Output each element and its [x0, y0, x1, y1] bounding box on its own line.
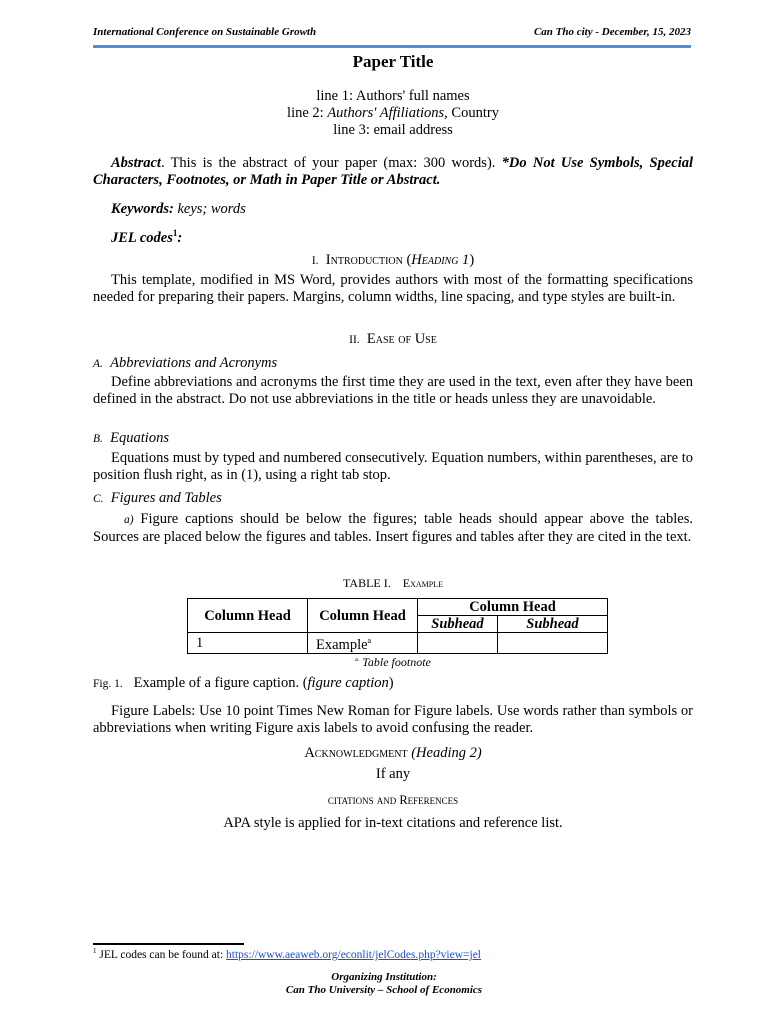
figure-label: Fig. 1.	[93, 678, 123, 690]
authors-country: Country	[447, 105, 499, 121]
acknowledgment-title: Acknowledgment	[304, 745, 408, 761]
table-cell-row1-col2	[308, 633, 418, 654]
intro-paragraph: This template, modified in MS Word, provides authors with most of the formatting specifications needed for preparing their papers. Margins, column widths, line spacing, and type styles are built-in.	[93, 272, 693, 305]
footnote-mark: 1	[93, 947, 97, 955]
abbreviations-paragraph: Define abbreviations and acronyms the first time they are used in the text, even after they have been defined in the abstract. Do not use abbreviations in the title or heads unless they are unavoidable.	[93, 374, 693, 407]
subheading-equations	[93, 430, 693, 448]
authors-line1: line 1: Authors' full names	[316, 88, 470, 104]
table-cell-row1-col3	[418, 633, 498, 654]
references-title: citations and References	[327, 793, 459, 807]
intro-close: )	[469, 252, 475, 268]
jel-colon: :	[177, 229, 183, 246]
table-col-head-1: Column Head	[188, 599, 308, 633]
paper-title: Paper Title	[352, 52, 434, 71]
table-cell-row1-col4	[498, 633, 608, 654]
references-text: APA style is applied for in-text citations and reference list.	[223, 815, 563, 831]
sub-b-number: B.	[93, 433, 103, 445]
footnote	[93, 947, 481, 961]
keywords-label: Keywords:	[111, 201, 174, 217]
table-title: Example	[402, 576, 443, 590]
running-header	[93, 25, 691, 48]
organizer-label: Organizing Institution:	[331, 971, 437, 983]
subheading-abbreviations	[93, 355, 693, 373]
figures-tables-text: Figure captions should be below the figures; table heads should appear above the tables. Sources are placed below the figures and tables. Insert figures and tables after they are cited in the text.	[93, 511, 693, 545]
authors-block	[93, 88, 693, 139]
heading-ease-of-use	[93, 331, 693, 349]
location-date: Can Tho city - December, 15, 2023	[533, 26, 691, 38]
footnote-text: JEL codes can be found at:	[96, 948, 227, 961]
ease-title: Ease of Use	[366, 331, 437, 347]
sub-a-title: Abbreviations and Acronyms	[110, 355, 278, 371]
jel-label: JEL codes	[111, 229, 173, 246]
sub-c-title: Figures and Tables	[110, 490, 222, 506]
authors-line2	[93, 105, 693, 122]
acknowledgment-heading-tag: (Heading 2)	[407, 745, 482, 761]
footnote-separator	[93, 943, 244, 945]
authors-affiliations: Authors' Affiliations,	[327, 105, 448, 121]
figures-tables-paragraph	[93, 511, 693, 545]
abstract-label: Abstract	[111, 155, 161, 171]
table-col-head-3: Column Head	[418, 599, 608, 616]
abstract-text: . This is the abstract of your paper (max: 300 words).	[160, 155, 502, 171]
equations-paragraph: Equations must by typed and numbered consecutively. Equation numbers, within parentheses, are to position flush right, as in (1), using a right tab stop.	[93, 450, 693, 483]
abstract	[93, 155, 693, 188]
figure-caption-italic: figure caption	[307, 675, 389, 691]
authors-line3: line 3: email address	[333, 122, 453, 138]
abstract-note: *Do Not Use Symbols, Special Characters, Footnotes, or Math in Paper Title or Abstract.	[93, 155, 693, 188]
table-cell-row1-col1: 1	[188, 633, 308, 654]
table-subhead-1: Subhead	[418, 616, 498, 633]
acknowledgment-text: If any	[375, 766, 411, 782]
organizer-name: Can Tho University – School of Economics	[285, 984, 483, 996]
organizer-block	[0, 971, 768, 997]
table-footnote	[93, 655, 693, 670]
sub-b-title: Equations	[110, 430, 169, 446]
keywords	[93, 201, 693, 218]
figure-caption-close: )	[388, 675, 394, 691]
ease-number: II.	[349, 334, 360, 346]
keywords-value: keys; words	[173, 201, 246, 217]
example-table	[187, 598, 608, 654]
table-cell-sup: a	[367, 636, 372, 645]
intro-title: Introduction (	[325, 252, 412, 268]
heading-acknowledgment	[93, 745, 693, 762]
jel-codes	[93, 225, 693, 246]
table-number: TABLE I.	[343, 576, 391, 590]
table-col-head-2: Column Head	[308, 599, 418, 633]
table-footnote-mark: a.	[355, 657, 360, 663]
table-caption	[93, 576, 693, 591]
jel-footnote-ref: 1	[172, 228, 178, 238]
intro-number: I.	[311, 255, 319, 267]
figure-labels-paragraph: Figure Labels: Use 10 point Times New Roman for Figure labels. Use words rather than symbols or abbreviations when writing Figure axis labels to avoid confusing the reader.	[93, 703, 693, 736]
figure-caption-text: Example of a figure caption. (	[133, 675, 308, 691]
heading-references	[93, 792, 693, 809]
conference-name: International Conference on Sustainable Growth	[93, 26, 317, 38]
sub-a-number: A.	[93, 358, 103, 370]
list-item-marker: a)	[124, 514, 134, 526]
table-subhead-2: Subhead	[498, 616, 608, 633]
subheading-figures-tables	[93, 490, 693, 508]
authors-line2-prefix: line 2:	[287, 105, 328, 121]
jel-codes-link[interactable]: https://www.aeaweb.org/econlit/jelCodes.php?view=jel	[226, 948, 482, 961]
figure-caption	[93, 675, 693, 693]
heading-introduction	[93, 252, 693, 270]
intro-heading-tag: Heading 1	[411, 252, 470, 268]
sub-c-number: C.	[93, 493, 104, 505]
table-cell-example: Example	[316, 636, 368, 653]
table-footnote-text: Table footnote	[362, 655, 431, 669]
